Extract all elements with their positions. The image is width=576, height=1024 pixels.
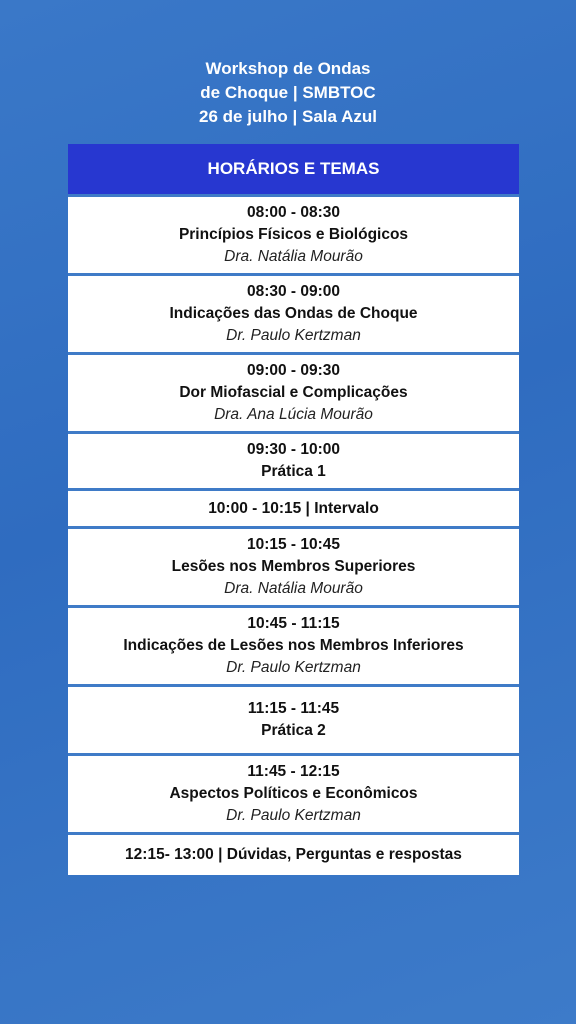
item-speaker: Dra. Natália Mourão <box>224 580 363 597</box>
schedule-item-break <box>68 491 519 526</box>
item-topic: Prática 2 <box>261 722 326 739</box>
schedule-item-qa <box>68 835 519 875</box>
item-time: 09:30 - 10:00 <box>246 441 341 458</box>
item-time: 10:45 - 11:15 <box>247 615 340 632</box>
schedule-item <box>68 276 519 352</box>
item-speaker: Dra. Natália Mourão <box>224 248 363 265</box>
schedule-item <box>68 529 519 605</box>
item-topic: Lesões nos Membros Superiores <box>171 558 416 575</box>
item-speaker: Dr. Paulo Kertzman <box>226 327 361 344</box>
item-single-line: 12:15- 13:00 | Dúvidas, Perguntas e respostas <box>125 846 462 863</box>
item-time: 10:15 - 10:45 <box>246 536 341 553</box>
item-speaker: Dr. Paulo Kertzman <box>226 659 361 676</box>
item-speaker: Dra. Ana Lúcia Mourão <box>214 406 373 423</box>
item-time: 09:00 - 09:30 <box>246 362 341 379</box>
item-time: 11:45 - 12:15 <box>247 763 340 780</box>
schedule-item <box>68 756 519 832</box>
item-time: 11:15 - 11:45 <box>247 700 340 717</box>
item-time: 08:00 - 08:30 <box>246 204 341 221</box>
item-topic: Indicações das Ondas de Choque <box>169 305 418 322</box>
schedule-item <box>68 608 519 684</box>
title-line-2: de Choque | SMBTOC <box>200 83 376 102</box>
schedule-item <box>68 197 519 273</box>
item-topic: Indicações de Lesões nos Membros Inferiores <box>123 637 464 654</box>
schedule-item <box>68 434 519 488</box>
item-topic: Aspectos Políticos e Econômicos <box>169 785 418 802</box>
title-line-1: Workshop de Ondas <box>205 59 371 78</box>
schedule-panel <box>68 144 519 875</box>
schedule-item <box>68 355 519 431</box>
schedule-item <box>68 687 519 753</box>
title-line-3: 26 de julho | Sala Azul <box>199 107 377 126</box>
item-time: 08:30 - 09:00 <box>246 283 341 300</box>
item-topic: Prática 1 <box>261 463 326 480</box>
workshop-title <box>0 57 576 129</box>
item-single-line: 10:00 - 10:15 | Intervalo <box>208 499 379 517</box>
item-topic: Dor Miofascial e Complicações <box>179 384 408 401</box>
item-topic: Princípios Físicos e Biológicos <box>178 226 409 243</box>
item-speaker: Dr. Paulo Kertzman <box>226 807 361 824</box>
schedule-heading: HORÁRIOS E TEMAS <box>68 144 519 194</box>
